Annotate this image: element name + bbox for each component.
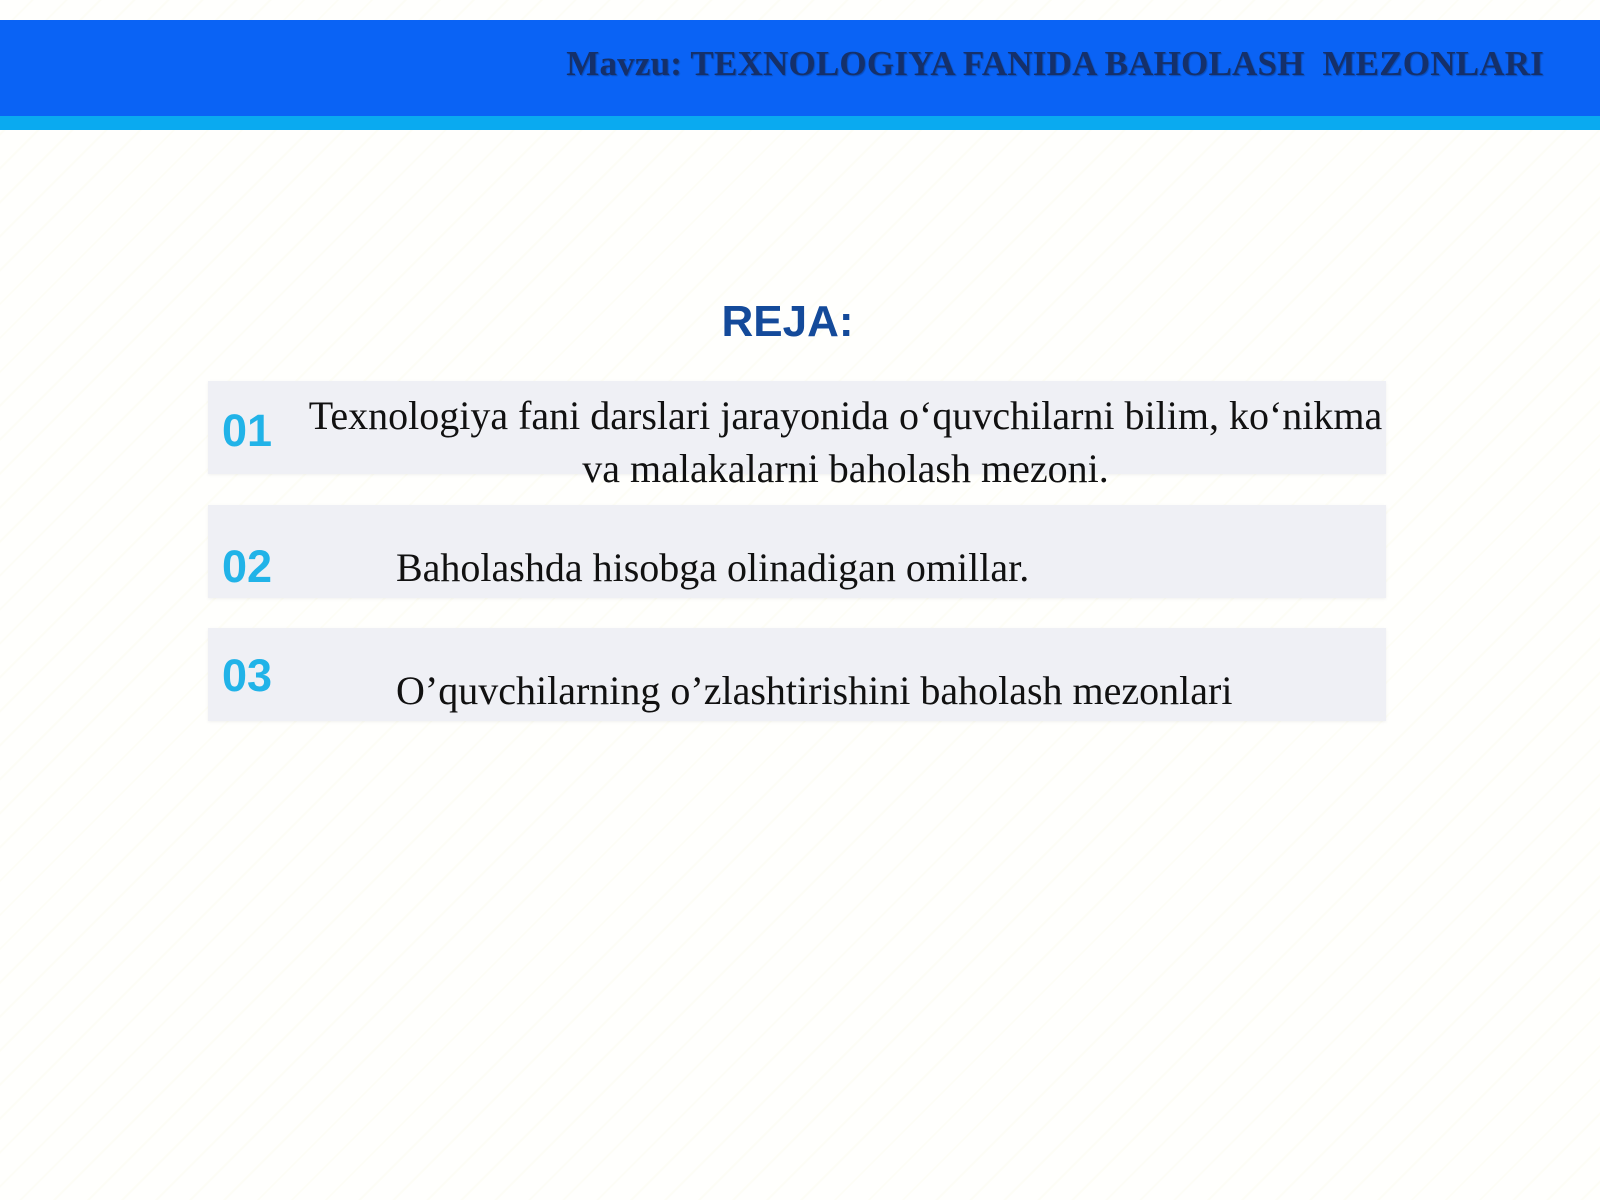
plan-item: [208, 505, 1386, 598]
plan-item: [208, 381, 1386, 491]
plan-item-text: O’quvchilarning o’zlashtirishini baholash mezonlari: [396, 668, 1233, 713]
plan-item-text: Baholashda hisobga olinadigan omillar.: [396, 545, 1030, 590]
slide-title: Mavzu: TEXNOLOGIYA FANIDA BAHOLASH MEZONLARI: [566, 44, 1544, 83]
plan-item-number: 01: [222, 405, 273, 456]
plan-item-number: 03: [222, 650, 273, 701]
plan-item-text: Texnologiya fani darslari jarayonida o‘quvchilarni bilim, ko‘nikma va malakalarni baholash mezoni.: [308, 393, 1383, 491]
plan-item: [208, 628, 1386, 721]
plan-heading: REJA:: [721, 297, 854, 346]
header-accent-stripe: [0, 116, 1600, 130]
plan-item-number: 02: [222, 541, 273, 592]
